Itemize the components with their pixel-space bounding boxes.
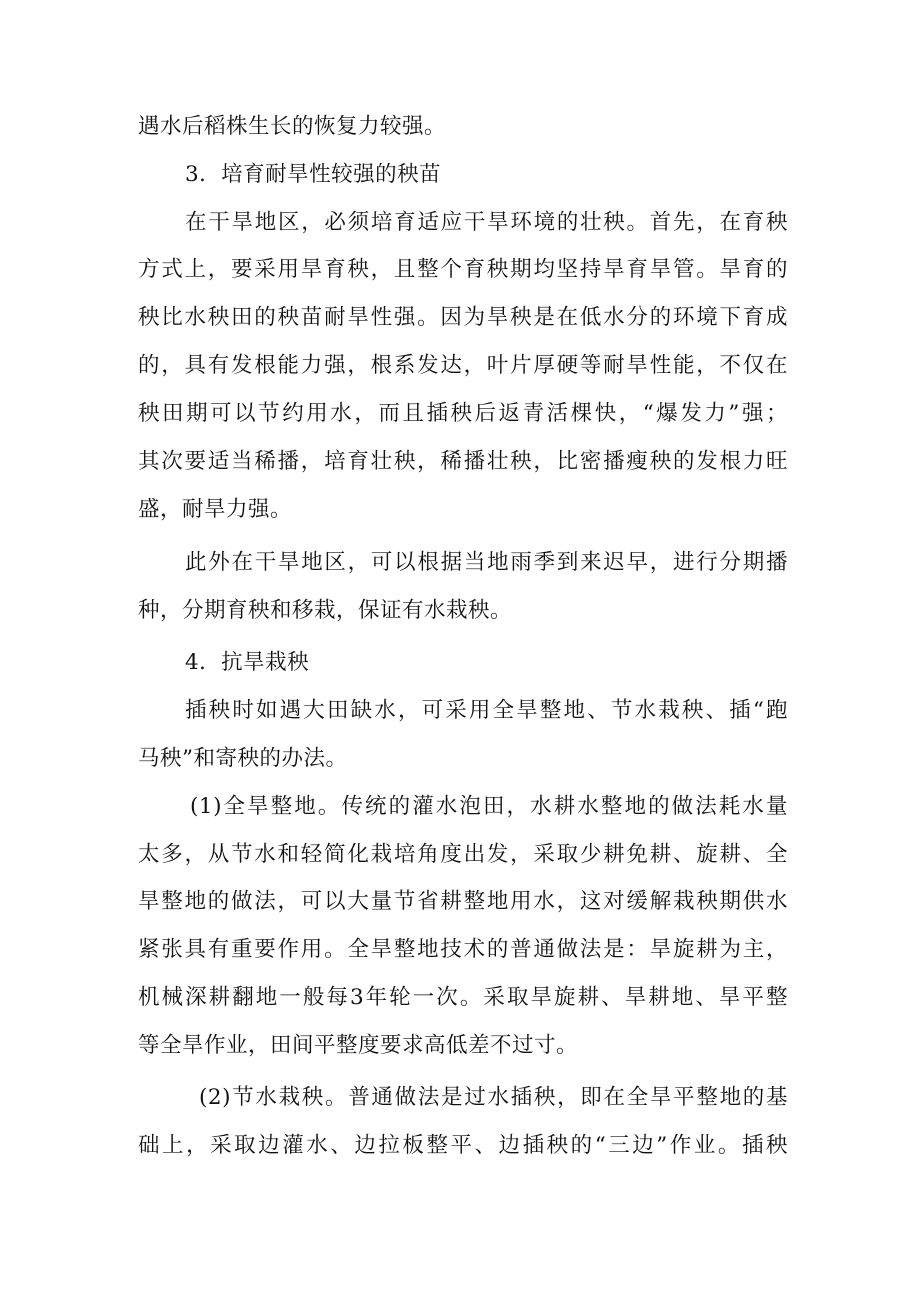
paragraph-line: (1)全旱整地。传统的灌水泡田，水耕水整地的做法耗水量 [190,794,788,819]
paragraph-line: 插秧时如遇大田缺水，可采用全旱整地、节水栽秧、插“跑 [185,698,788,723]
section-heading: 3．培育耐旱性较强的秧苗 [185,162,442,187]
text-line: 遇水后稻株生长的恢复力较强。 [138,114,447,139]
paragraph-line: 机械深耕翻地一般每3年轮一次。采取旱旋耕、旱耕地、旱平整 [138,985,788,1010]
paragraph-line: 础上，采取边灌水、边拉板整平、边插秧的“三边”作业。插秧 [138,1133,788,1158]
paragraph-line: 在干旱地区，必须培育适应干旱环境的壮秧。首先，在育秧 [185,210,788,235]
paragraph-line: 紧张具有重要作用。全旱整地技术的普通做法是：旱旋耕为主， [138,937,788,962]
paragraph-line: 种，分期育秧和移栽，保证有水栽秧。 [138,598,513,623]
paragraph-line: 盛，耐旱力强。 [138,497,293,522]
paragraph-line: 方式上，要采用旱育秧，且整个育秧期均坚持旱育旱管。旱育的 [138,257,788,282]
paragraph-line: 等全旱作业，田间平整度要求高低差不过寸。 [138,1033,579,1058]
paragraph-line: 旱整地的做法，可以大量节省耕整地用水，这对缓解栽秧期供水 [138,889,788,914]
paragraph-line: 的，具有发根能力强，根系发达，叶片厚硬等耐旱性能，不仅在 [138,353,788,378]
paragraph-line: 太多，从节水和轻简化栽培角度出发，采取少耕免耕、旋耕、全 [138,842,788,867]
paragraph-line: 其次要适当稀播，培育壮秧，稀播壮秧，比密播瘦秧的发根力旺 [138,449,788,474]
section-heading: 4．抗旱栽秧 [185,650,310,675]
paragraph-line: (2)节水栽秧。普通做法是过水插秧，即在全旱平整地的基 [199,1085,788,1110]
paragraph-line: 秧田期可以节约用水，而且插秧后返青活棵快，“爆发力”强； [138,401,788,426]
paragraph-line: 秧比水秧田的秧苗耐旱性强。因为旱秧是在低水分的环境下育成 [138,305,788,330]
paragraph-line: 此外在干旱地区，可以根据当地雨季到来迟早，进行分期播 [185,550,788,575]
paragraph-line: 马秧”和寄秧的办法。 [138,746,348,771]
